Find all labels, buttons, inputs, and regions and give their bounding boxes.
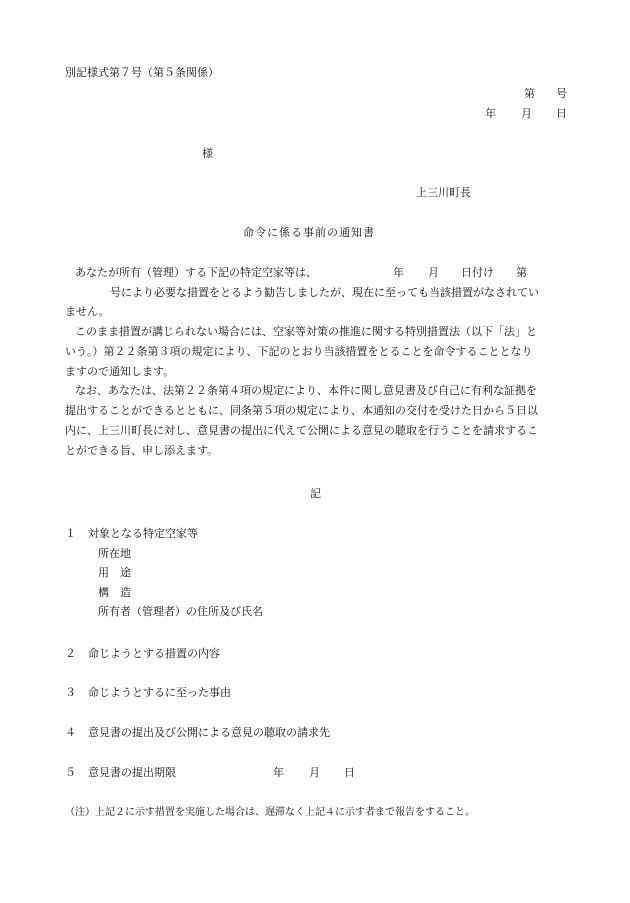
item-5-number: ５ [65,766,76,779]
body-p3-line4: とができる旨、申し添えます。 [65,444,219,457]
item-3-number: ３ [65,686,76,699]
item-5-label: 意見書の提出期限 [88,766,176,779]
body-p1-line2: 号により必要な措置をとるよう勧告しましたが、現在に至っても当該措置がなされてい [110,286,539,299]
body-p2-line3: ますので通知します。 [65,365,175,378]
document-title: 命令に係る事前の通知書 [243,226,375,239]
item-1-number: １ [65,527,76,540]
body-p1-year: 年 [393,266,404,279]
item-1-sub-structure: 構 造 [98,586,131,599]
body-p1-dai: 第 [516,266,527,279]
item-4-number: ４ [65,726,76,739]
item-2-label: 命じようとする措置の内容 [88,647,220,660]
body-p1-lead: あなたが所有（管理）する下記の特定空家等は、 [75,266,317,279]
body-p3-line3: 内に、上三川町長に対し、意見書の提出に代えて公開による意見の聴取を行うことを請求するこ [65,424,538,437]
item-2-number: ２ [65,647,76,660]
body-p2-line2: いう。）第２２条第３項の規定により、下記のとおり当該措置をとることを命令することとなり [65,345,533,358]
item-1-sub-owner: 所有者（管理者）の住所及び氏名 [98,605,263,618]
body-p3-line2: 提出することができるとともに、同条第５項の規定により、本通知の交付を受けた日から５日以 [65,404,538,417]
body-p1-dated: 日付け [461,266,494,279]
item-5-day: 日 [344,766,355,779]
doc-number-go: 号 [556,87,567,100]
item-1-sub-use: 用 途 [98,566,131,579]
item-1-sub-location: 所在地 [98,547,131,560]
date-year: 年 [485,107,496,120]
form-label: 別記様式第７号（第５条関係） [65,66,219,79]
date-day: 日 [556,107,567,120]
doc-number-dai: 第 [524,87,535,100]
addressee-suffix: 様 [202,147,213,160]
body-p3-line1: なお、あなたは、法第２２条第４項の規定により、本件に関し意見書及び自己に有利な証拠を [75,384,537,397]
item-5-month: 月 [309,766,320,779]
footnote: （注）上記２に示す措置を実施した場合は、遅滞なく上記４に示す者まで報告をすること。 [65,807,475,818]
ki-heading: 記 [310,487,321,500]
item-5-year: 年 [273,766,284,779]
body-p2-line1: このまま措置が講じられない場合には、空家等対策の推進に関する特別措置法（以下「法」と [75,325,537,338]
item-1-label: 対象となる特定空家等 [88,527,198,540]
date-month: 月 [521,107,532,120]
body-p1-line3: ません。 [65,305,110,318]
sender: 上三川町長 [416,186,471,199]
item-4-label: 意見書の提出及び公開による意見の聴取の請求先 [88,726,330,739]
body-p1-line1 [75,267,527,278]
item-3-label: 命じようとするに至った事由 [88,686,231,699]
body-p1-month: 月 [428,266,439,279]
